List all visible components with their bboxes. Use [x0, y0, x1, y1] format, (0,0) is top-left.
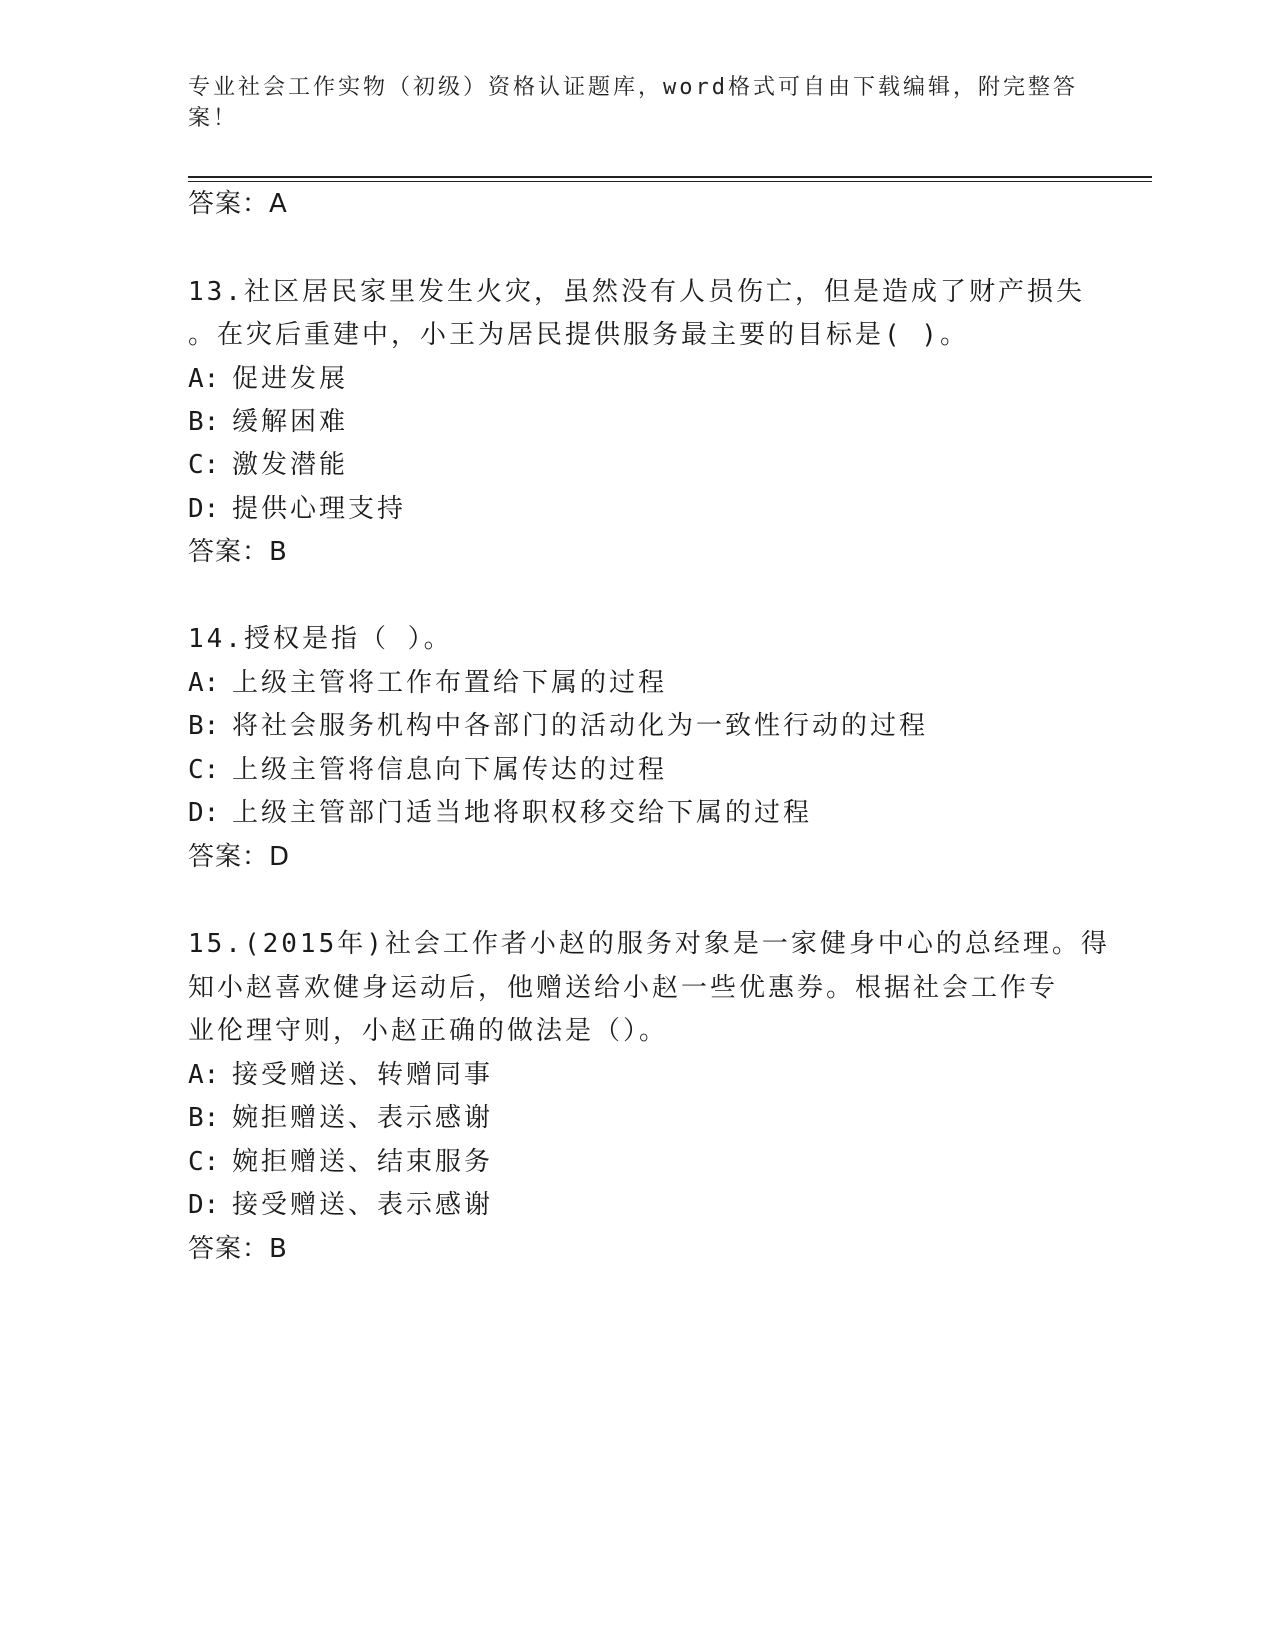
option-b — [188, 404, 348, 440]
option-a — [188, 665, 667, 701]
option-text: 上级主管将信息向下属传达的过程 — [232, 755, 668, 785]
option-letter: B: — [188, 711, 220, 741]
option-c — [188, 1144, 493, 1180]
document-header — [188, 72, 1088, 134]
option-letter: A: — [188, 1060, 220, 1090]
option-b — [188, 708, 928, 744]
option-text: 提供心理支持 — [232, 494, 407, 524]
question-stem-line: 知小赵喜欢健身运动后，他赠送给小赵一些优惠券。根据社会工作专 — [188, 973, 1059, 1003]
question-stem-line: 业伦理守则，小赵正确的做法是（）。 — [188, 1016, 669, 1046]
option-d — [188, 1187, 493, 1223]
option-a — [188, 361, 348, 397]
question-answer: 答案：B — [188, 1234, 288, 1264]
option-d — [188, 795, 812, 831]
option-d — [188, 491, 406, 527]
option-text: 接受赠送、转赠同事 — [232, 1060, 494, 1090]
option-text: 接受赠送、表示感谢 — [232, 1190, 494, 1220]
question-answer: 答案：B — [188, 537, 288, 567]
option-letter: C: — [188, 1147, 220, 1177]
option-letter: C: — [188, 755, 220, 785]
option-letter: C: — [188, 450, 220, 480]
question-stem-line: 。在灾后重建中，小王为居民提供服务最主要的目标是( )。 — [188, 320, 969, 350]
header-line-2: 案！ — [188, 106, 239, 131]
option-text: 促进发展 — [232, 364, 349, 394]
question-stem-line: 14.授权是指（ ）。 — [188, 624, 453, 654]
option-text: 上级主管将工作布置给下属的过程 — [232, 668, 668, 698]
answer-previous: 答案：A — [188, 189, 288, 219]
option-letter: B: — [188, 407, 220, 437]
option-letter: A: — [188, 668, 220, 698]
question-answer: 答案：D — [188, 842, 291, 872]
option-text: 激发潜能 — [232, 450, 349, 480]
option-c — [188, 447, 348, 483]
option-text: 婉拒赠送、结束服务 — [232, 1147, 494, 1177]
header-line-1: 专业社会工作实物（初级）资格认证题库，word格式可自由下载编辑，附完整答 — [188, 75, 1078, 100]
question-stem-line: 13.社区居民家里发生火灾，虽然没有人员伤亡，但是造成了财产损失 — [188, 277, 1085, 307]
header-divider-thick — [188, 176, 1152, 178]
option-b — [188, 1100, 493, 1136]
option-a — [188, 1057, 493, 1093]
option-letter: A: — [188, 364, 220, 394]
option-letter: B: — [188, 1103, 220, 1133]
option-letter: D: — [188, 494, 220, 524]
option-text: 缓解困难 — [232, 407, 349, 437]
question-stem-line: 15.(2015年)社会工作者小赵的服务对象是一家健身中心的总经理。得 — [188, 929, 1110, 959]
header-divider-thin — [188, 181, 1152, 182]
option-text: 婉拒赠送、表示感谢 — [232, 1103, 494, 1133]
option-c — [188, 752, 667, 788]
option-text: 上级主管部门适当地将职权移交给下属的过程 — [232, 798, 813, 828]
option-letter: D: — [188, 1190, 220, 1220]
option-text: 将社会服务机构中各部门的活动化为一致性行动的过程 — [232, 711, 929, 741]
option-letter: D: — [188, 798, 220, 828]
